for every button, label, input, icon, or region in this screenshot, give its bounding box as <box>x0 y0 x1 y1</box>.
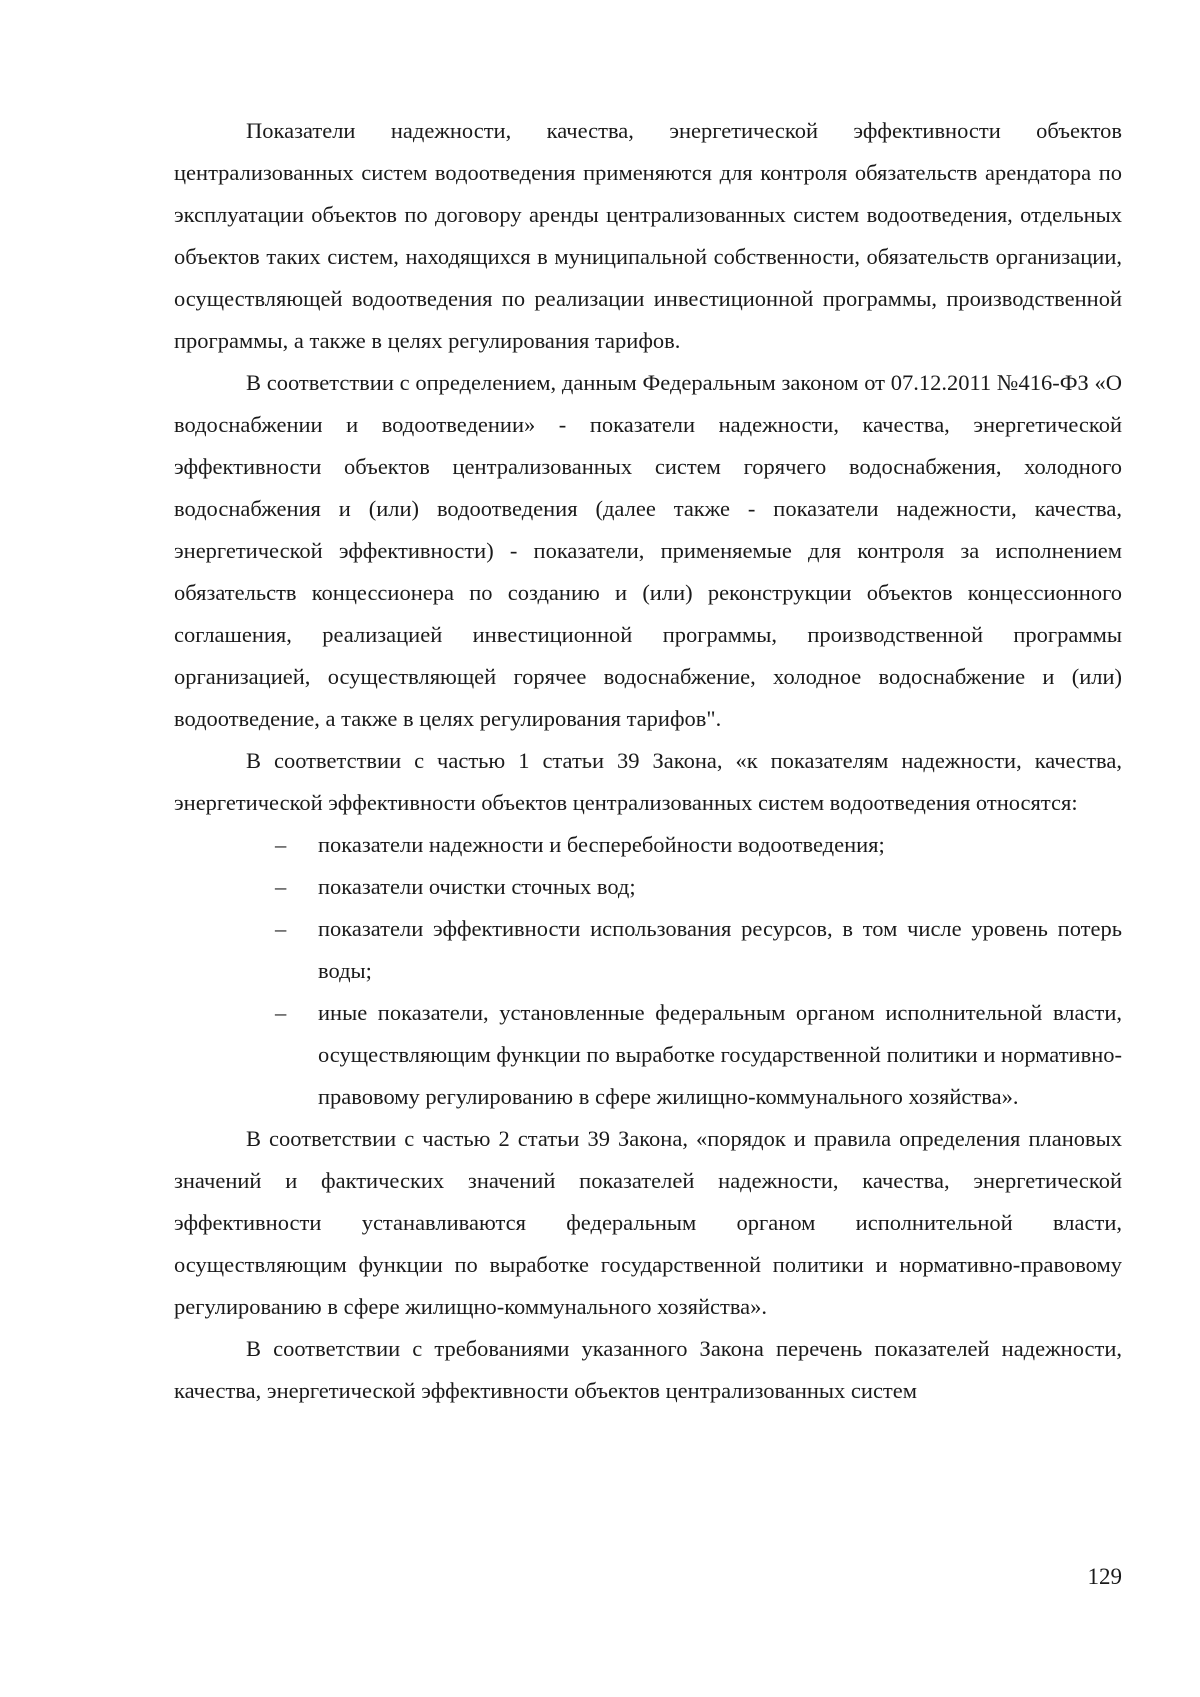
list-item <box>275 824 1122 866</box>
paragraph-federal-law-definition: В соответствии с определением, данным Федеральным законом от 07.12.2011 №416-ФЗ «О водоснабжении и водоотведении» - показатели надежности, качества, энергетической эффективности объектов централизованных систем горячего водоснабжения, холодного водоснабжения и (или) водоотведения (далее также - показатели надежности, качества, энергетической эффективности) - показатели, применяемые для контроля за исполнением обязательств концессионера по созданию и (или) реконструкции объектов концессионного соглашения, реализацией инвестиционной программы, производственной программы организацией, осуществляющей горячее водоснабжение, холодное водоснабжение и (или) водоотведение, а также в целях регулирования тарифов". <box>174 370 1122 731</box>
list-item-text: иные показатели, установленные федеральным органом исполнительной власти, осуществляющим функции по выработке государственной политики и нормативно-правовому регулированию в сфере жилищно-коммунального хозяйства». <box>318 1000 1122 1109</box>
list-dash: – <box>275 874 287 899</box>
page-number: 129 <box>1087 1564 1122 1589</box>
list-item <box>275 866 1122 908</box>
list-item <box>275 992 1122 1118</box>
list-dash: – <box>275 916 287 941</box>
list-item-text: показатели очистки сточных вод; <box>318 874 636 899</box>
list-item-text: показатели эффективности использования ресурсов, в том числе уровень потерь воды; <box>318 916 1122 983</box>
paragraph-article-39-part-1: В соответствии с частью 1 статьи 39 Закона, «к показателям надежности, качества, энергетической эффективности объектов централизованных систем водоотведения относятся: <box>174 748 1122 815</box>
list-dash: – <box>275 1000 287 1025</box>
list-dash: – <box>275 832 287 857</box>
paragraph-indicators-purpose: Показатели надежности, качества, энергетической эффективности объектов централизованных систем водоотведения применяются для контроля обязательств арендатора по эксплуатации объектов по договору аренды централизованных систем водоотведения, отдельных объектов таких систем, находящихся в муниципальной собственности, обязательств организации, осуществляющей водоотведения по реализации инвестиционной программы, производственной программы, а также в целях регулирования тарифов. <box>174 118 1122 353</box>
list-item-text: показатели надежности и бесперебойности водоотведения; <box>318 832 885 857</box>
paragraph-requirements-list: В соответствии с требованиями указанного Закона перечень показателей надежности, качества, энергетической эффективности объектов централизованных систем <box>174 1336 1122 1403</box>
paragraph-article-39-part-2: В соответствии с частью 2 статьи 39 Закона, «порядок и правила определения плановых значений и фактических значений показателей надежности, качества, энергетической эффективности устанавливаются федеральным органом исполнительной власти, осуществляющим функции по выработке государственной политики и нормативно-правовому регулированию в сфере жилищно-коммунального хозяйства». <box>174 1126 1122 1319</box>
document-page <box>174 110 1122 1412</box>
list-item <box>275 908 1122 992</box>
indicators-list <box>174 824 1122 1118</box>
